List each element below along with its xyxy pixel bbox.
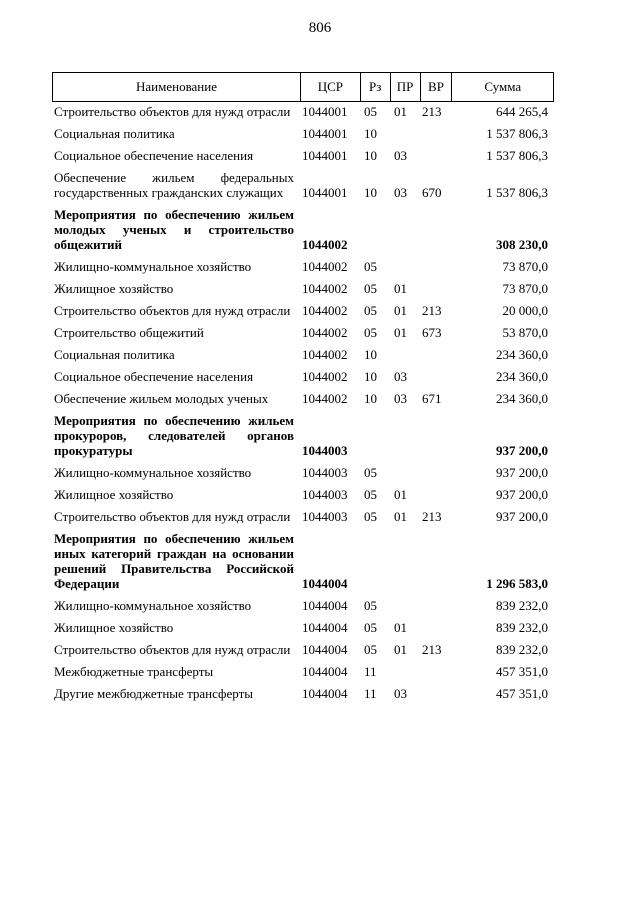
row-pr: 03 <box>394 369 407 384</box>
row-name: Строительство объектов для нужд отрасли <box>54 104 291 119</box>
row-rz: 05 <box>364 509 377 524</box>
row-csr: 1044002 <box>302 237 348 252</box>
row-rz: 10 <box>364 185 377 200</box>
table-row <box>52 686 554 701</box>
table-row <box>52 509 554 524</box>
header-sum: Сумма <box>451 73 553 101</box>
table-row <box>52 598 554 613</box>
row-rz: 05 <box>364 325 377 340</box>
row-vr: 673 <box>422 325 442 340</box>
row-csr: 1044002 <box>302 391 348 406</box>
row-sum: 839 232,0 <box>496 620 548 635</box>
row-csr: 1044004 <box>302 686 348 701</box>
row-name: Строительство объектов для нужд отрасли <box>54 642 291 657</box>
row-name: Строительство общежитий <box>54 325 204 340</box>
row-pr: 01 <box>394 620 407 635</box>
row-name: Мероприятия по обеспечению жильем прокуроров, следователей органов прокуратуры <box>54 413 294 458</box>
row-sum: 53 870,0 <box>502 325 548 340</box>
row-name: Жилищно-коммунальное хозяйство <box>54 598 252 613</box>
row-sum: 234 360,0 <box>496 347 548 362</box>
row-rz: 05 <box>364 598 377 613</box>
row-csr: 1044002 <box>302 259 348 274</box>
header-rz: Рз <box>360 73 390 101</box>
row-rz: 05 <box>364 259 377 274</box>
row-name: Строительство объектов для нужд отрасли <box>54 509 291 524</box>
table-row <box>52 281 554 296</box>
row-sum: 20 000,0 <box>502 303 548 318</box>
row-sum: 644 265,4 <box>496 104 548 119</box>
table-row <box>52 369 554 384</box>
row-pr: 01 <box>394 487 407 502</box>
row-name: Жилищно-коммунальное хозяйство <box>54 259 252 274</box>
table-row-section <box>52 531 554 591</box>
row-rz: 11 <box>364 686 377 701</box>
row-pr: 03 <box>394 185 407 200</box>
row-csr: 1044003 <box>302 443 348 458</box>
row-rz: 05 <box>364 465 377 480</box>
row-csr: 1044003 <box>302 465 348 480</box>
row-sum: 1 296 583,0 <box>486 576 548 591</box>
row-vr: 213 <box>422 303 442 318</box>
row-name: Обеспечение жильем федеральных государственных гражданских служащих <box>54 170 294 200</box>
row-csr: 1044002 <box>302 281 348 296</box>
table-header <box>52 72 554 102</box>
row-name: Жилищное хозяйство <box>54 281 174 296</box>
row-rz: 05 <box>364 487 377 502</box>
row-sum: 937 200,0 <box>496 443 548 458</box>
row-pr: 01 <box>394 325 407 340</box>
page-number: 806 <box>308 20 332 36</box>
table-row <box>52 642 554 657</box>
row-sum: 457 351,0 <box>496 664 548 679</box>
header-vr: ВР <box>420 73 452 101</box>
row-rz: 05 <box>364 642 377 657</box>
table-row <box>52 170 554 200</box>
row-name: Социальное обеспечение населения <box>54 148 254 163</box>
row-sum: 1 537 806,3 <box>486 185 548 200</box>
row-rz: 10 <box>364 126 377 141</box>
table-row <box>52 303 554 318</box>
row-csr: 1044002 <box>302 303 348 318</box>
header-name: Наименование <box>136 79 217 94</box>
row-name: Социальная политика <box>54 126 175 141</box>
table-row <box>52 148 554 163</box>
table-row <box>52 465 554 480</box>
row-pr: 01 <box>394 303 407 318</box>
table-body <box>52 104 554 708</box>
table-row <box>52 487 554 502</box>
table-row <box>52 347 554 362</box>
table-row <box>52 391 554 406</box>
row-vr: 671 <box>422 391 442 406</box>
row-csr: 1044004 <box>302 576 348 591</box>
row-rz: 05 <box>364 104 377 119</box>
header-csr: ЦСР <box>300 73 360 101</box>
row-name: Жилищное хозяйство <box>54 487 174 502</box>
row-sum: 937 200,0 <box>496 509 548 524</box>
table-row <box>52 259 554 274</box>
table-row-section <box>52 207 554 252</box>
row-rz: 10 <box>364 391 377 406</box>
row-vr: 213 <box>422 509 442 524</box>
row-sum: 457 351,0 <box>496 686 548 701</box>
row-sum: 1 537 806,3 <box>486 148 548 163</box>
table-row <box>52 325 554 340</box>
row-name: Межбюджетные трансферты <box>54 664 214 679</box>
row-csr: 1044004 <box>302 664 348 679</box>
row-csr: 1044001 <box>302 126 348 141</box>
row-name: Строительство объектов для нужд отрасли <box>54 303 291 318</box>
row-sum: 839 232,0 <box>496 642 548 657</box>
row-pr: 03 <box>394 148 407 163</box>
row-rz: 05 <box>364 303 377 318</box>
row-vr: 213 <box>422 104 442 119</box>
row-csr: 1044004 <box>302 620 348 635</box>
row-sum: 234 360,0 <box>496 391 548 406</box>
row-csr: 1044001 <box>302 148 348 163</box>
table-row-section <box>52 413 554 458</box>
row-sum: 73 870,0 <box>502 281 548 296</box>
row-vr: 670 <box>422 185 442 200</box>
row-name: Обеспечение жильем молодых ученых <box>54 391 269 406</box>
table-row <box>52 620 554 635</box>
row-rz: 10 <box>364 347 377 362</box>
row-pr: 03 <box>394 391 407 406</box>
table-row <box>52 126 554 141</box>
header-pr: ПР <box>390 73 420 101</box>
row-csr: 1044001 <box>302 185 348 200</box>
row-csr: 1044003 <box>302 487 348 502</box>
row-sum: 308 230,0 <box>496 237 548 252</box>
row-pr: 01 <box>394 104 407 119</box>
row-name: Мероприятия по обеспечению жильем молодых ученых и строительство общежитий <box>54 207 294 252</box>
row-name: Социальная политика <box>54 347 175 362</box>
row-csr: 1044002 <box>302 325 348 340</box>
row-csr: 1044004 <box>302 598 348 613</box>
row-rz: 10 <box>364 148 377 163</box>
row-csr: 1044001 <box>302 104 348 119</box>
row-sum: 937 200,0 <box>496 487 548 502</box>
row-sum: 1 537 806,3 <box>486 126 548 141</box>
row-sum: 839 232,0 <box>496 598 548 613</box>
row-name: Социальное обеспечение населения <box>54 369 254 384</box>
row-pr: 01 <box>394 281 407 296</box>
row-rz: 05 <box>364 620 377 635</box>
row-sum: 937 200,0 <box>496 465 548 480</box>
row-vr: 213 <box>422 642 442 657</box>
table-row <box>52 664 554 679</box>
row-pr: 01 <box>394 509 407 524</box>
row-csr: 1044002 <box>302 369 348 384</box>
row-csr: 1044002 <box>302 347 348 362</box>
row-name: Мероприятия по обеспечению жильем иных категорий граждан на основании решений Правительства Российской Федерации <box>54 531 294 591</box>
table-row <box>52 104 554 119</box>
row-name: Другие межбюджетные трансферты <box>54 686 253 701</box>
row-pr: 01 <box>394 642 407 657</box>
row-sum: 234 360,0 <box>496 369 548 384</box>
row-name: Жилищное хозяйство <box>54 620 174 635</box>
row-csr: 1044004 <box>302 642 348 657</box>
row-sum: 73 870,0 <box>502 259 548 274</box>
row-rz: 11 <box>364 664 377 679</box>
row-csr: 1044003 <box>302 509 348 524</box>
row-pr: 03 <box>394 686 407 701</box>
row-rz: 05 <box>364 281 377 296</box>
row-rz: 10 <box>364 369 377 384</box>
row-name: Жилищно-коммунальное хозяйство <box>54 465 252 480</box>
